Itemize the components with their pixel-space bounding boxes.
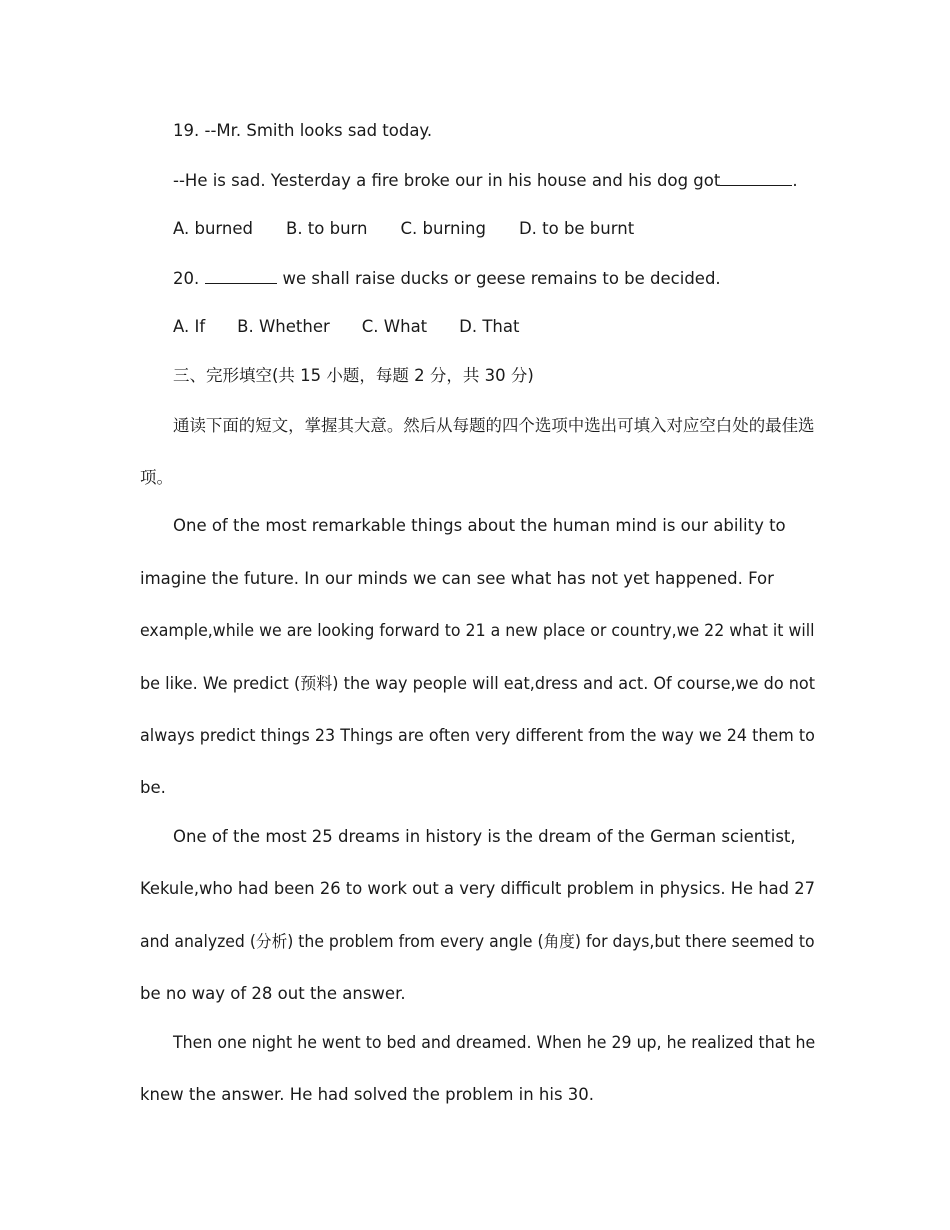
q20-stem <box>173 268 721 289</box>
passage-line: Then one night he went to bed and dreamed. When he 29 up, he realized that he <box>173 1033 816 1052</box>
passage-line: One of the most 25 dreams in history is the dream of the German scientist, <box>173 827 796 846</box>
passage-line: be no way of 28 out the answer. <box>140 984 406 1003</box>
q20-option-a: A. If <box>173 317 206 336</box>
q19-stem: 19. --Mr. Smith looks sad today. <box>173 121 433 140</box>
passage-line: knew the answer. He had solved the problem in his 30. <box>140 1085 595 1104</box>
q20-option-d: D. That <box>459 317 520 336</box>
q19-reply-end: . <box>792 171 798 190</box>
passage-line: One of the most remarkable things about the human mind is our ability to <box>173 516 786 535</box>
q20-number: 20. <box>173 269 200 288</box>
passage-line: imagine the future. In our minds we can see what has not yet happened. For <box>140 569 774 588</box>
q19-option-b: B. to burn <box>286 219 368 238</box>
passage-line: be like. We predict (预料) the way people will eat,dress and act. Of course,we do not <box>140 674 816 693</box>
q19-reply <box>173 170 798 191</box>
section-instruction-line1: 通读下面的短文，掌握其大意。然后从每题的四个选项中选出可填入对应空白处的最佳选 <box>173 416 815 435</box>
section-heading: 三、完形填空(共 15 小题，每题 2 分，共 30 分) <box>173 366 534 385</box>
q20-option-b: B. Whether <box>237 317 330 336</box>
q20-option-c: C. What <box>361 317 428 336</box>
answer-blank <box>205 268 277 284</box>
q19-option-c: C. burning <box>400 219 486 238</box>
q19-options <box>173 219 634 239</box>
q19-reply-text: --He is sad. Yesterday a fire broke our in his house and his dog got <box>173 171 721 190</box>
answer-blank <box>720 170 792 186</box>
passage-line: and analyzed (分析) the problem from every angle (角度) for days,but there seemed to <box>140 932 815 951</box>
q19-option-a: A. burned <box>173 219 253 238</box>
passage-line: example,while we are looking forward to 21 a new place or country,we 22 what it will <box>140 621 815 640</box>
q19-option-d: D. to be burnt <box>518 219 635 238</box>
passage-line: Kekule,who had been 26 to work out a very difficult problem in physics. He had 27 <box>140 879 815 898</box>
passage-line: always predict things 23 Things are often very different from the way we 24 them to <box>140 726 815 745</box>
section-instruction-line2: 项。 <box>140 468 173 487</box>
q20-stem-text: we shall raise ducks or geese remains to be decided. <box>282 269 721 288</box>
passage-line: be. <box>140 778 166 797</box>
q20-options <box>173 317 519 337</box>
